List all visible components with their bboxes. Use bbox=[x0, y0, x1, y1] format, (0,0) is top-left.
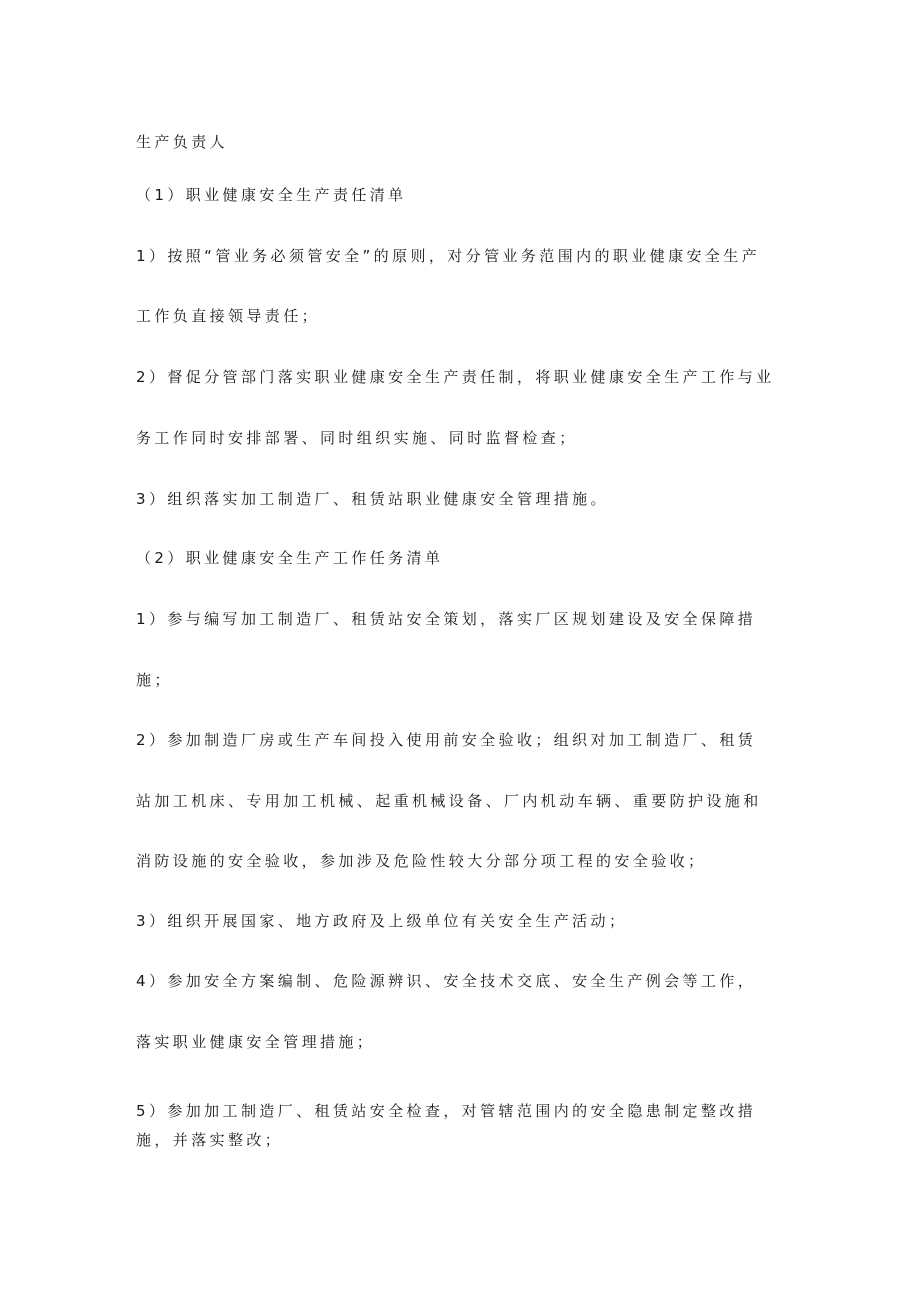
paragraph-line: 5）参加加工制造厂、租赁站安全检查，对管辖范围内的安全隐患制定整改措 bbox=[136, 1102, 757, 1120]
paragraph-line: 施； bbox=[136, 671, 173, 689]
section-heading-responsibility: （1）职业健康安全生产责任清单 bbox=[136, 186, 407, 204]
paragraph-line: 消防设施的安全验收，参加涉及危险性较大分部分项工程的安全验收； bbox=[136, 852, 707, 870]
paragraph-line: 1）参与编写加工制造厂、租赁站安全策划，落实厂区规划建设及安全保障措 bbox=[136, 610, 757, 628]
paragraph-line: 3）组织开展国家、地方政府及上级单位有关安全生产活动； bbox=[136, 912, 628, 930]
paragraph-line: 4）参加安全方案编制、危险源辨识、安全技术交底、安全生产例会等工作， bbox=[136, 972, 757, 990]
paragraph-line: 落实职业健康安全管理措施； bbox=[136, 1033, 376, 1051]
section-heading-tasks: （2）职业健康安全生产工作任务清单 bbox=[136, 549, 444, 567]
paragraph-line: 务工作同时安排部署、同时组织实施、同时监督检查； bbox=[136, 429, 578, 447]
paragraph-line: 工作负直接领导责任； bbox=[136, 307, 321, 325]
paragraph-line: 2）参加制造厂房或生产车间投入使用前安全验收；组织对加工制造厂、租赁 bbox=[136, 731, 757, 749]
paragraph-line: 3）组织落实加工制造厂、租赁站职业健康安全管理措施。 bbox=[136, 490, 609, 508]
paragraph-line: 站加工机床、专用加工机械、起重机械设备、厂内机动车辆、重要防护设施和 bbox=[136, 792, 762, 810]
paragraph-line: 2）督促分管部门落实职业健康安全生产责任制，将职业健康安全生产工作与业 bbox=[136, 368, 775, 386]
document-title: 生产负责人 bbox=[136, 133, 229, 151]
paragraph-line: 施，并落实整改； bbox=[136, 1131, 284, 1149]
paragraph-line: 1）按照“管业务必须管安全”的原则，对分管业务范围内的职业健康安全生产 bbox=[136, 247, 761, 265]
